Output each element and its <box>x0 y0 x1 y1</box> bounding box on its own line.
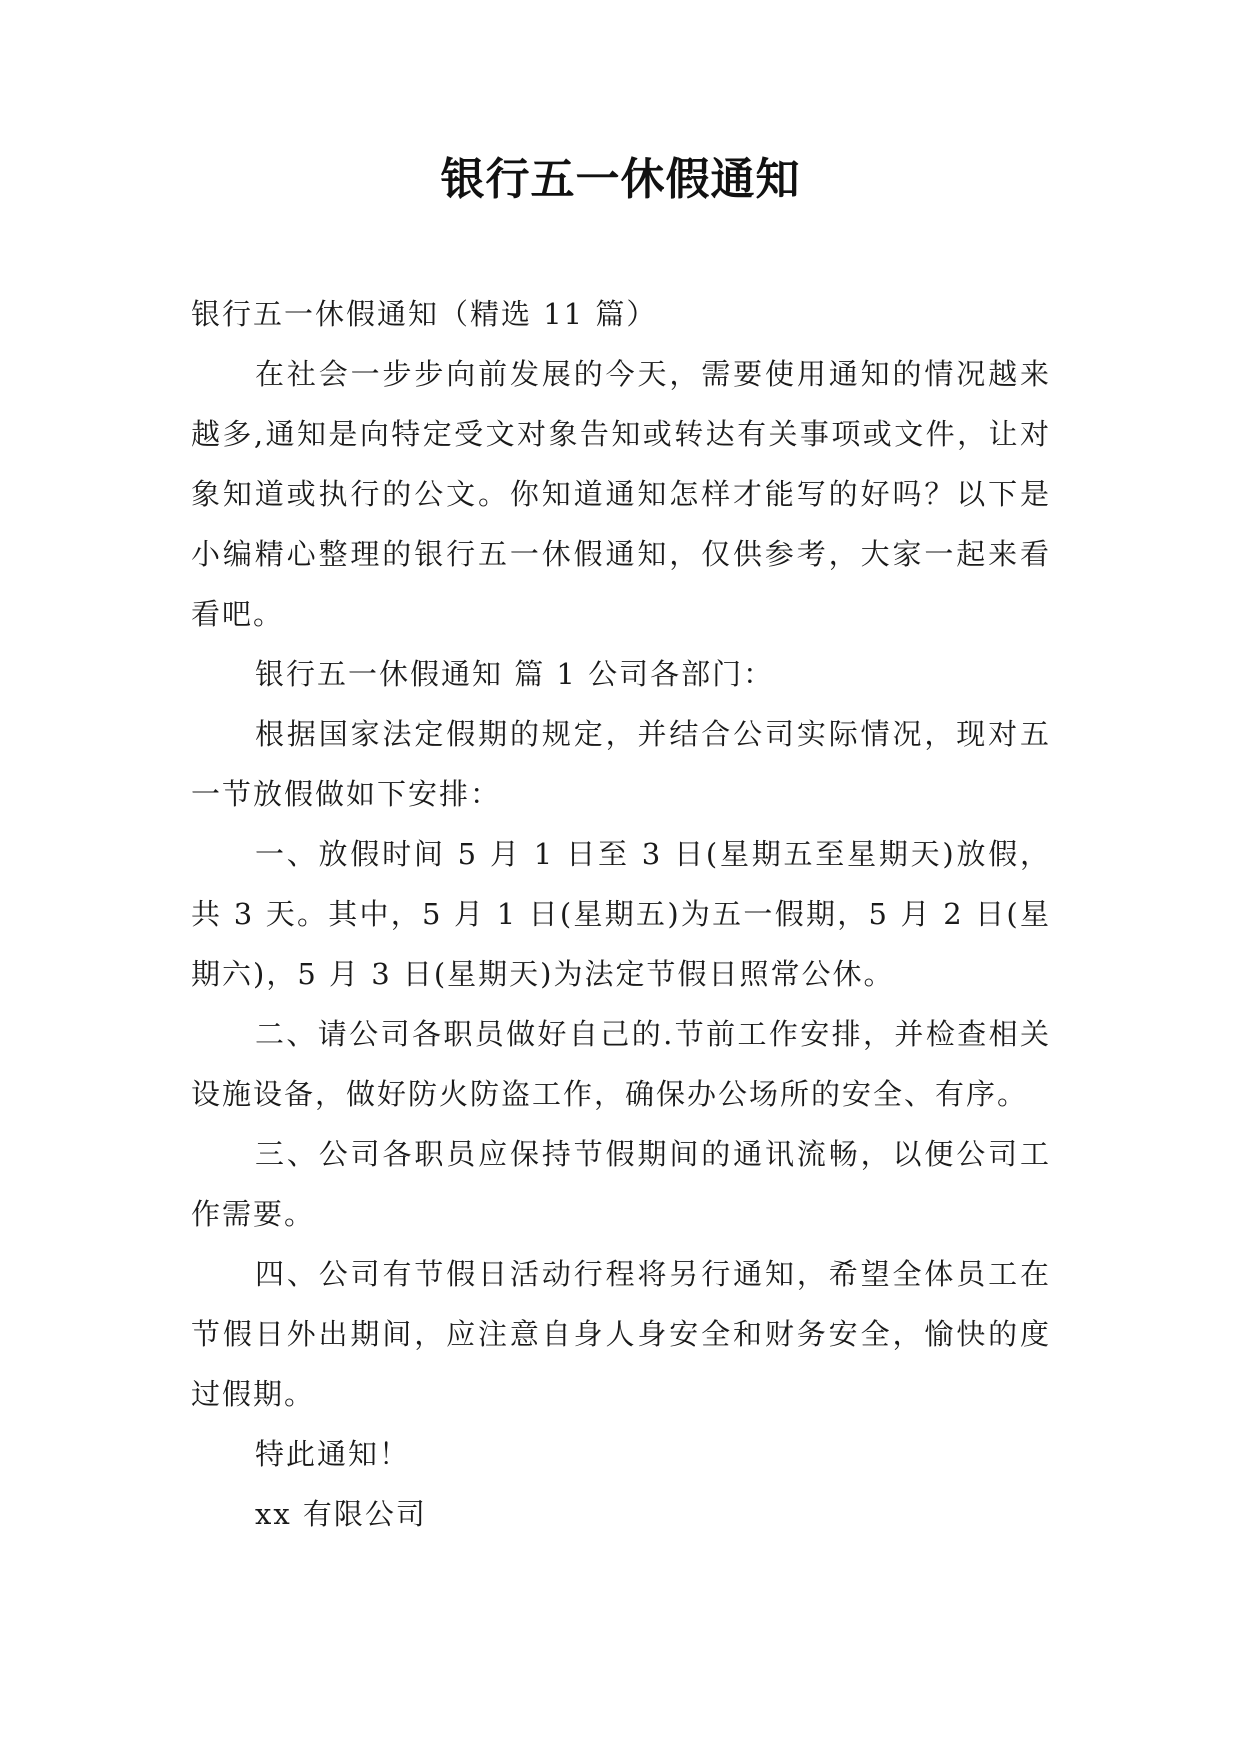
closing-paragraph: 特此通知！ <box>255 1437 411 1471</box>
intro-paragraph: 在社会一步步向前发展的今天，需要使用通知的情况越来越多,通知是向特定受文对象告知或转达有关事项或文件，让对象知道或执行的公文。你知道通知怎样才能写的好吗？以下是小编精心整理的银行五一休假通知，仅供参考，大家一起来看看吧。 <box>191 357 1051 631</box>
item-four-paragraph: 四、公司有节假日活动行程将另行通知，希望全体员工在节假日外出期间，应注意自身人身安全和财务安全，愉快的度过假期。 <box>191 1257 1051 1411</box>
document-subtitle: 银行五一休假通知（精选 11 篇） <box>191 297 658 331</box>
item-two-paragraph: 二、请公司各职员做好自己的.节前工作安排，并检查相关设施设备，做好防火防盗工作，确保办公场所的安全、有序。 <box>191 1017 1051 1111</box>
signature-company: xx 有限公司 <box>255 1497 427 1531</box>
document-body <box>191 284 1051 1544</box>
item-one-paragraph: 一、放假时间 5 月 1 日至 3 日(星期五至星期天)放假，共 3 天。其中，5 月 1 日(星期五)为五一假期，5 月 2 日(星期六)，5 月 3 日(星期天)为法定节假日照常公休。 <box>191 837 1051 991</box>
document-title: 银行五一休假通知 <box>440 154 801 205</box>
section-heading-paragraph: 银行五一休假通知 篇 1 公司各部门： <box>255 657 775 691</box>
item-three-paragraph: 三、公司各职员应保持节假期间的通讯流畅，以便公司工作需要。 <box>191 1137 1051 1231</box>
basis-paragraph: 根据国家法定假期的规定，并结合公司实际情况，现对五一节放假做如下安排： <box>191 717 1051 811</box>
